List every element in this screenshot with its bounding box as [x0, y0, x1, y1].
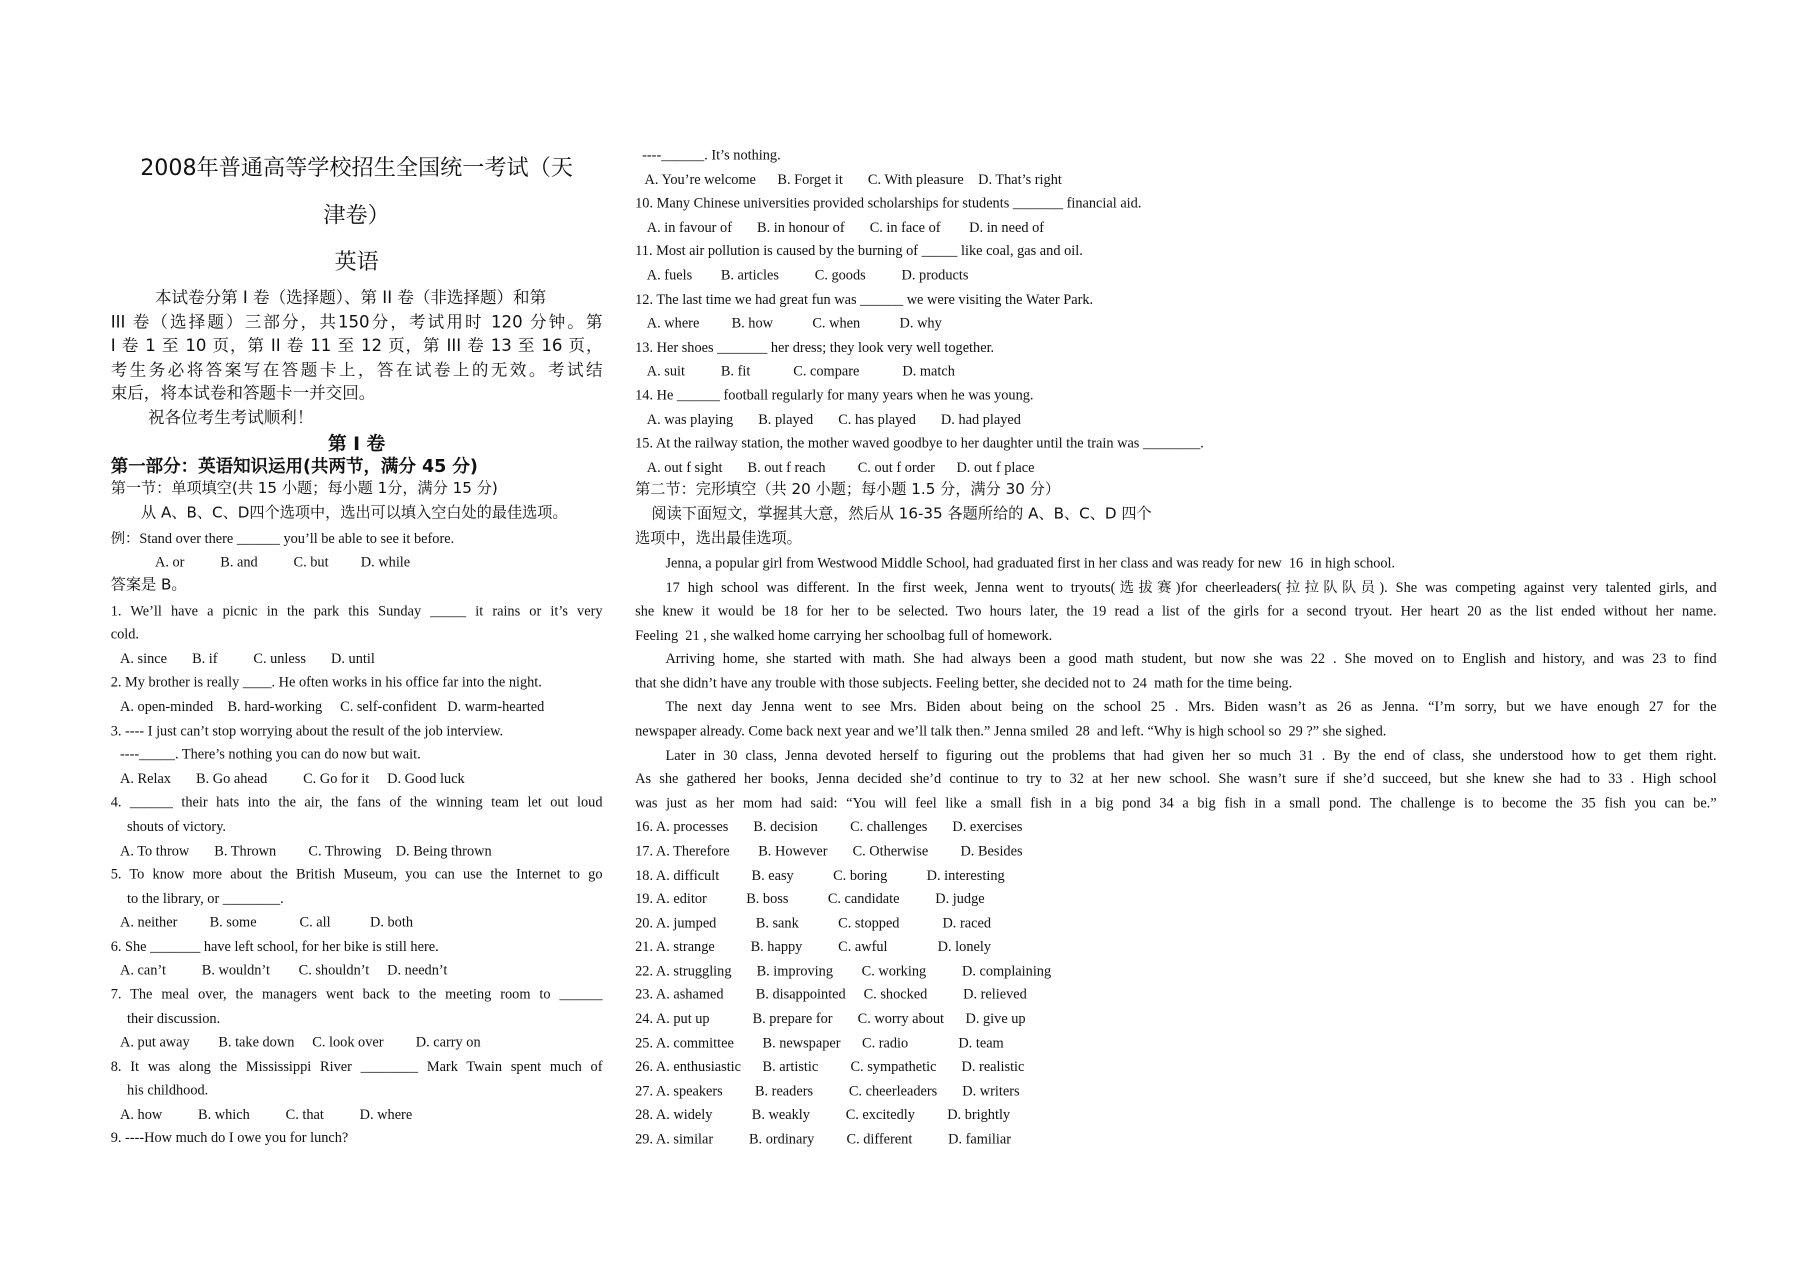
- passage-line: Jenna, a popular girl from Westwood Middle School, had graduated first in her class and was ready for new 16 in high school.: [665, 554, 1396, 572]
- question-line: his childhood.: [127, 1081, 209, 1098]
- options-line: 16. A. processes B. decision C. challenges D. exercises: [635, 818, 1023, 835]
- options-line: A. was playing B. played C. has played D. had played: [646, 411, 1021, 428]
- options-line: A. can’t B. wouldn’t C. shouldn’t D. needn’t: [120, 961, 448, 978]
- question-line: 12. The last time we had great fun was ______ we were visiting the Water Park.: [635, 291, 1094, 308]
- section2-heading: 第二节：完形填空（共 20 小题；每小题 1.5 分，满分 30 分）: [635, 481, 1061, 499]
- options-line: A. neither B. some C. all D. both: [120, 913, 414, 930]
- options-line: A. in favour of B. in honour of C. in face of D. in need of: [646, 219, 1045, 236]
- passage-line: that she didn’t have any trouble with those subjects. Feeling better, she decided not to 24 math for the time being.: [635, 674, 1293, 692]
- question-line: 10. Many Chinese universities provided scholarships for students _______ financial aid.: [635, 194, 1142, 211]
- options-line: 22. A. struggling B. improving C. working D. complaining: [635, 962, 1052, 979]
- options-line: A. where B. how C. when D. why: [646, 314, 942, 331]
- intro-line: 祝各位考生考试顺利！: [148, 409, 314, 428]
- options-line: 18. A. difficult B. easy C. boring D. interesting: [635, 867, 1005, 884]
- options-line: A. To throw B. Thrown C. Throwing D. Being thrown: [120, 842, 492, 859]
- options-line: A. how B. which C. that D. where: [120, 1105, 413, 1123]
- options-line: A. Relax B. Go ahead C. Go for it D. Good luck: [120, 770, 465, 787]
- options-line: 26. A. enthusiastic B. artistic C. sympathetic D. realistic: [635, 1058, 1025, 1075]
- question-line: 8. It was along the Mississippi River ________ Mark Twain spent much of: [110, 1058, 603, 1075]
- passage-line: newspaper already. Come back next year and we’ll talk then.” Jenna smiled 28 and left. “Why is high school so 29 ?” she sighed.: [635, 722, 1387, 739]
- options-line: A. put away B. take down C. look over D. carry on: [120, 1033, 481, 1051]
- exam-title-line2: 津卷）: [323, 202, 390, 229]
- passage-line: Feeling 21 , she walked home carrying her schoolbag full of homework.: [635, 626, 1053, 644]
- options-line: 20. A. jumped B. sank C. stopped D. raced: [635, 914, 992, 932]
- question-line: their discussion.: [127, 1010, 221, 1027]
- example-question: 例：Stand over there ______ you’ll be able to see it before.: [110, 530, 455, 547]
- passage-line: The next day Jenna went to see Mrs. Biden about being on the school 25 . Mrs. Biden wasn’t as 26 as Jenna. “I’m sorry, but we have enough 27 for the: [665, 698, 1717, 715]
- section1-heading: 第一节：单项填空(共 15 小题；每小题 1分，满分 15 分): [110, 480, 498, 498]
- subject-heading: 英语: [334, 249, 379, 276]
- options-line: A. out f sight B. out f reach C. out f order D. out f place: [646, 459, 1035, 476]
- passage-line: Arriving home, she started with math. She had always been a good math student, but now she was 22 . She moved on to English and history, and was 23 to find: [665, 650, 1717, 667]
- options-line: A. suit B. fit C. compare D. match: [646, 362, 955, 379]
- options-line: 17. A. Therefore B. However C. Otherwise D. Besides: [635, 842, 1023, 859]
- options-line: 25. A. committee B. newspaper C. radio D. team: [635, 1034, 1004, 1052]
- question-line: 1. We’ll have a picnic in the park this Sunday _____ it rains or it’s very: [110, 602, 603, 619]
- options-line: 28. A. widely B. weakly C. excitedly D. brightly: [635, 1105, 1011, 1123]
- options-line: 29. A. similar B. ordinary C. different D. familiar: [635, 1130, 1012, 1147]
- cloze-instruction: 选项中，选出最佳选项。: [635, 530, 802, 548]
- volume-heading: 第 I 卷: [327, 432, 386, 455]
- question-line: ----______. It’s nothing.: [642, 146, 781, 164]
- passage-line: was just as her mom had said: “You will feel like a small fish in a big pond 34 a big fish in a small pond. The challenge is to become the 35 fish you can be.”: [635, 794, 1717, 812]
- options-line: A. since B. if C. unless D. until: [120, 650, 375, 667]
- example-answer: 答案是 B。: [110, 576, 187, 595]
- options-line: 21. A. strange B. happy C. awful D. lonely: [635, 938, 992, 955]
- question-line: 11. Most air pollution is caused by the burning of _____ like coal, gas and oil.: [635, 242, 1083, 259]
- options-line: 24. A. put up B. prepare for C. worry about D. give up: [635, 1010, 1026, 1027]
- question-line: 9. ----How much do I owe you for lunch?: [110, 1129, 349, 1146]
- options-line: 23. A. ashamed B. disappointed C. shocked D. relieved: [635, 985, 1027, 1003]
- options-line: 27. A. speakers B. readers C. cheerleaders D. writers: [635, 1082, 1020, 1099]
- options-line: A. You’re welcome B. Forget it C. With pleasure D. That’s right: [644, 171, 1062, 188]
- instruction-text: 从 A、B、C、D四个选项中，选出可以填入空白处的最佳选项。: [141, 504, 568, 523]
- question-line: 5. To know more about the British Museum, you can use the Internet to go: [110, 865, 603, 883]
- question-line: 13. Her shoes _______ her dress; they look very well together.: [635, 339, 995, 356]
- question-line: 14. He ______ football regularly for many years when he was young.: [635, 386, 1034, 404]
- example-options: A. or B. and C. but D. while: [154, 553, 411, 570]
- cloze-instruction: 阅读下面短文，掌握其大意，然后从 16-35 各题所给的 A、B、C、D 四个: [651, 505, 1152, 524]
- question-line: 4. ______ their hats into the air, the fans of the winning team let out loud: [110, 793, 603, 810]
- question-line: 15. At the railway station, the mother waved goodbye to her daughter until the train was ________.: [635, 434, 1204, 452]
- options-line: A. open-minded B. hard-working C. self-confident D. warm-hearted: [120, 698, 545, 715]
- question-line: ----_____. There’s nothing you can do now but wait.: [120, 745, 421, 763]
- passage-line: As she gathered her books, Jenna decided she’d continue to try to 32 at her new school. She wasn’t sure if she’d succeed, but she knew she had to 33 . High school: [635, 770, 1717, 787]
- intro-line: III 卷（选择题）三部分，共150分，考试用时 120 分钟。第: [110, 313, 603, 333]
- intro-line: 束后，将本试卷和答题卡一并交回。: [110, 384, 376, 404]
- question-line: cold.: [110, 625, 139, 643]
- intro-line: I 卷 1 至 10 页，第 II 卷 11 至 12 页，第 III 卷 13 至 16 页，: [110, 336, 603, 356]
- passage-line: 17 high school was different. In the first week, Jenna went to tryouts(选拔赛)for cheerleaders(拉拉队队员). She was competing against very talented girls, and: [665, 579, 1717, 596]
- question-line: 6. She _______ have left school, for her bike is still here.: [110, 938, 439, 955]
- question-line: to the library, or ________.: [127, 890, 284, 907]
- options-line: A. fuels B. articles C. goods D. products: [646, 266, 969, 284]
- passage-line: she knew it would be 18 for her to be selected. Two hours later, the 19 read a list of the girls for a second tryout. Her heart 20 as the list ended without her name.: [635, 602, 1717, 619]
- options-line: 19. A. editor B. boss C. candidate D. judge: [635, 890, 985, 907]
- question-line: shouts of victory.: [127, 818, 227, 835]
- part1-heading: 第一部分：英语知识运用(共两节，满分 45 分): [110, 455, 478, 477]
- question-line: 3. ---- I just can’t stop worrying about the result of the job interview.: [110, 722, 504, 739]
- question-line: 7. The meal over, the managers went back to the meeting room to ______: [110, 985, 603, 1003]
- exam-title-line1: 2008年普通高等学校招生全国统一考试（天: [140, 154, 573, 181]
- intro-line: 考生务必将答案写在答题卡上，答在试卷上的无效。考试结: [110, 361, 603, 380]
- passage-line: Later in 30 class, Jenna devoted herself to figuring out the problems that had given her so much 31 . By the end of class, she understood how to get them right.: [665, 747, 1717, 764]
- question-line: 2. My brother is really ____. He often works in his office far into the night.: [110, 673, 542, 690]
- intro-line: 本试卷分第 I 卷（选择题）、第 II 卷（非选择题）和第: [154, 289, 547, 308]
